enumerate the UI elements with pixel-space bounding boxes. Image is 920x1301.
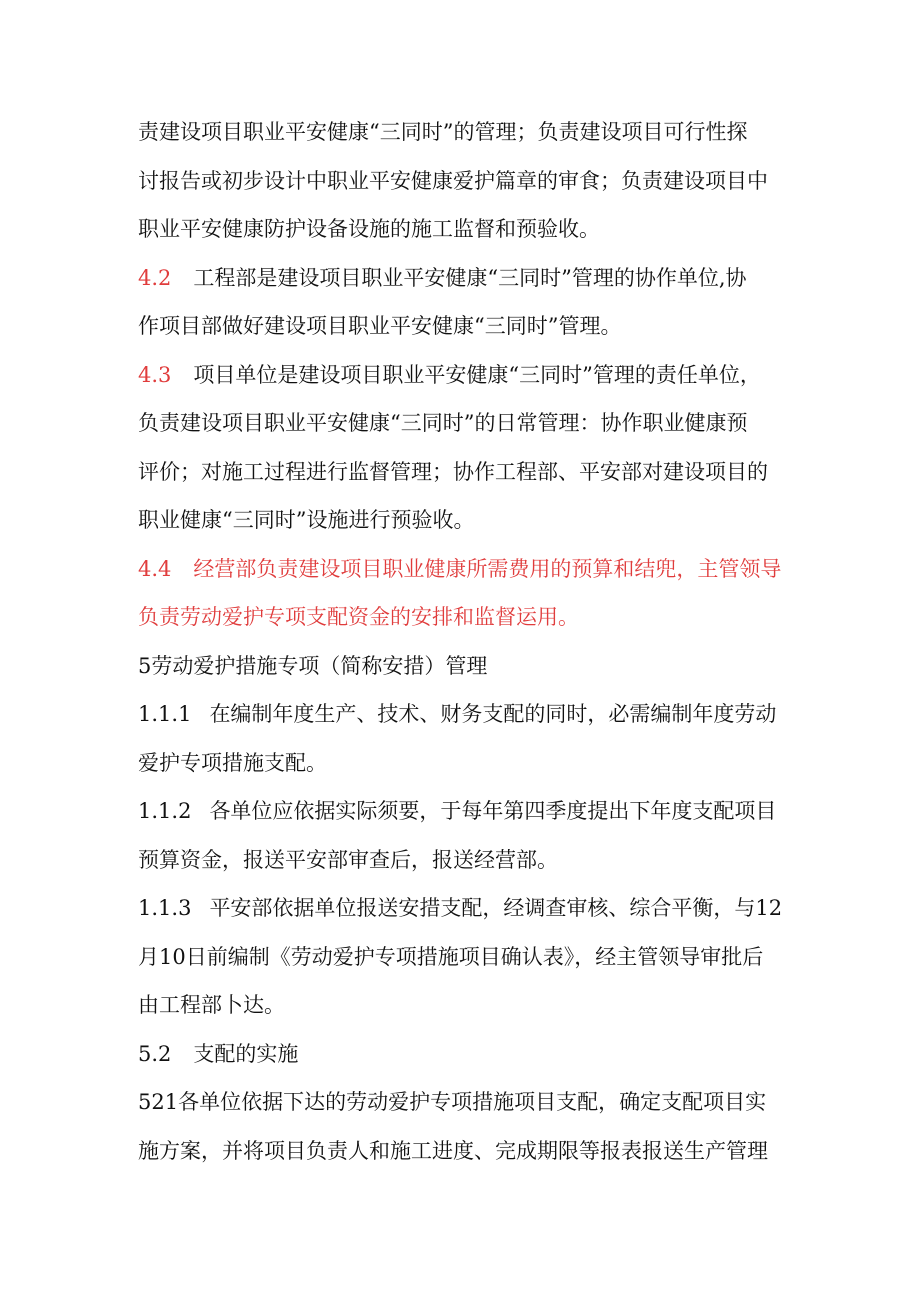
- document-page: [138, 108, 788, 1175]
- intro-line-2: 讨报告或初步设计中职业平安健康爱护篇章的审食；负责建设项目中: [138, 168, 768, 193]
- section-4-2-line-1: [138, 254, 788, 303]
- section-4-3-number: 4.3: [138, 362, 172, 387]
- section-4-3-text: 项目单位是建设项目职业平安健康“三同时”管理的责任单位，: [193, 362, 761, 387]
- section-4-3-line-1: [138, 351, 788, 400]
- section-1-1-1-line-1: [138, 690, 788, 739]
- section-1-1-3-line-3: 由工程部卜达。: [138, 993, 285, 1017]
- section-1-1-2-text: 各单位应依据实际须要，于每年第四季度提出下年度支配项目: [209, 799, 777, 823]
- section-5-2-1-line-2: 施方案，并将项目负责人和施工进度、完成期限等报表报送生产管理: [138, 1138, 768, 1163]
- section-1-1-3-number: 1.1.3: [138, 896, 192, 920]
- section-4-2-line-2: 作项目部做好建设项目职业平安健康“三同时”管理。: [138, 314, 622, 338]
- heading-5-2: [138, 1030, 788, 1079]
- section-4-2-text: 工程部是建设项目职业平安健康“三同时”管理的协作单位,协: [193, 265, 747, 290]
- section-1-1-3-line-1: [138, 884, 788, 933]
- heading-5-2-text: 支配的实施: [193, 1041, 299, 1066]
- section-4-4-line-2: 负责劳动爱护专项支配资金的安排和监督运用。: [138, 605, 579, 629]
- section-4-4-line-1: [138, 545, 788, 594]
- heading-5-2-number: 5.2: [138, 1041, 172, 1066]
- section-5-2-1-line-1: 521各单位依据下达的劳动爱护专项措施项目支配，确定支配项目实: [138, 1090, 767, 1114]
- section-1-1-2-number: 1.1.2: [138, 799, 192, 823]
- section-1-1-2-line-2: 预算资金，报送平安部审查后，报送经营部。: [138, 847, 558, 872]
- section-4-3-line-2: 负责建设项目职业平安健康“三同时”的日常管理：协作职业健康预: [138, 411, 748, 435]
- section-1-1-1-text: 在编制年度生产、技术、财务支配的同时，必需编制年度劳动: [209, 702, 777, 726]
- section-1-1-1-line-2: 爱护专项措施支配。: [138, 750, 327, 775]
- intro-line-1: 责建设项目职业平安健康“三同时”的管理；负责建设项目可行性探: [138, 120, 748, 144]
- section-4-3-line-3: 评价；对施工过程进行监督管理；协作工程部、平安部对建设项目的: [138, 459, 768, 484]
- section-4-4-text: 经营部负责建设项目职业健康所需费用的预算和结兜，主管领导: [193, 556, 782, 581]
- section-1-1-1-number: 1.1.1: [138, 702, 192, 726]
- section-4-4-number: 4.4: [138, 556, 172, 581]
- section-1-1-3-text: 平安部依据单位报送安措支配，经调查审核、综合平衡，与12: [209, 896, 783, 920]
- section-1-1-2-line-1: [138, 787, 788, 836]
- intro-line-3: 职业平安健康防护设备设施的施工监督和预验收。: [138, 217, 600, 241]
- section-1-1-3-line-2: 月10日前编制《劳动爱护专项措施项目确认表》，经主管领导审批后: [138, 944, 764, 969]
- heading-5: 5劳动爱护措施专项（简称安措）管理: [138, 653, 488, 678]
- section-4-2-number: 4.2: [138, 265, 172, 290]
- section-4-3-line-4: 职业健康“三同时”设施进行预验收。: [138, 508, 475, 532]
